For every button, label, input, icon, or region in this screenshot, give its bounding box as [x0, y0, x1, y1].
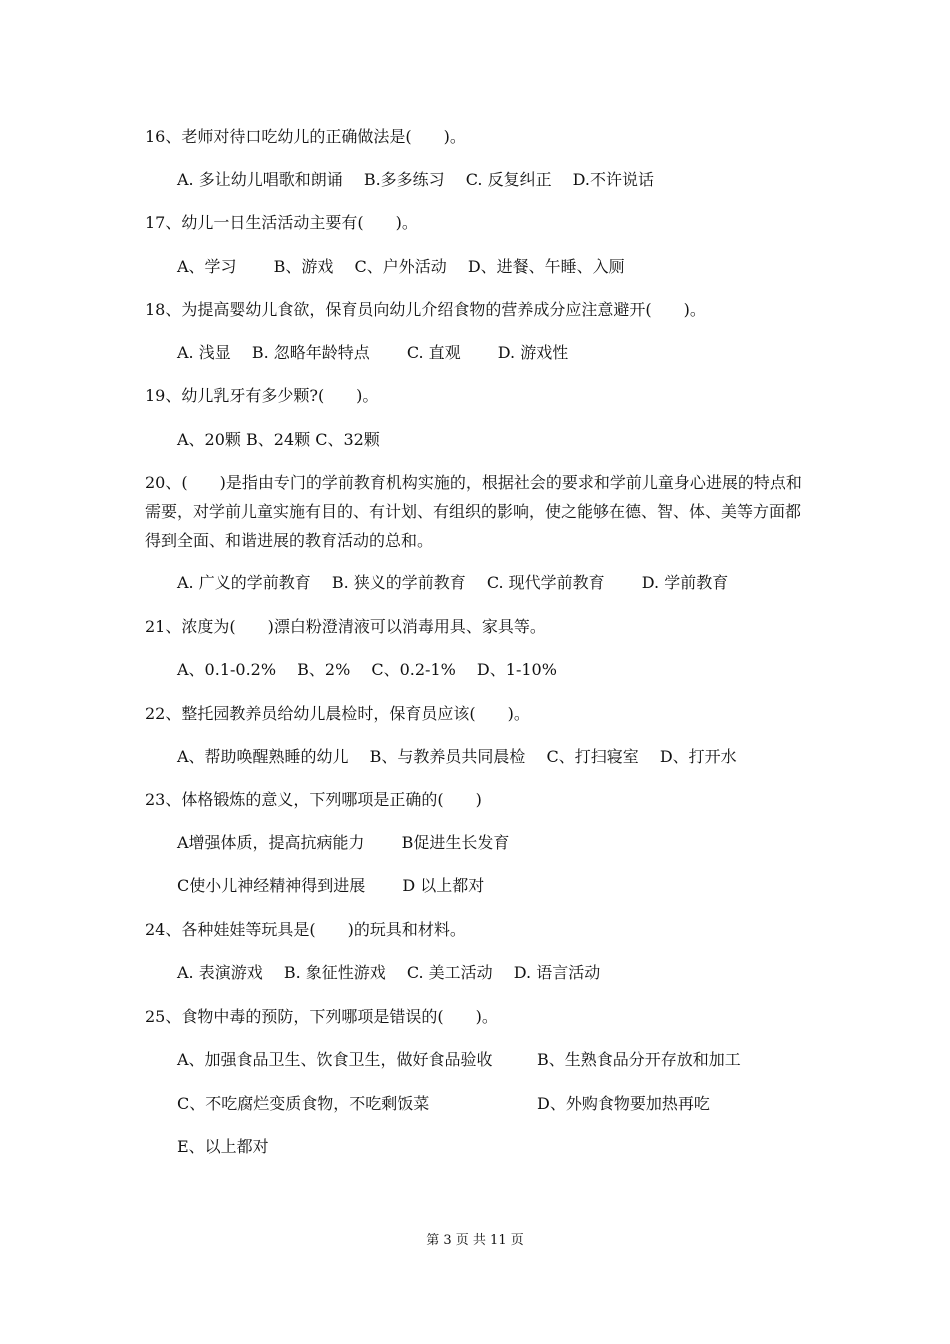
question-23-options-line2: C使小儿神经精神得到进展 D 以上都对 [177, 876, 485, 895]
question-24-options: A. 表演游戏 B. 象征性游戏 C. 美工活动 D. 语言活动 [177, 963, 601, 982]
question-25-option-c: C、不吃腐烂变质食物，不吃剩饭菜 [177, 1094, 430, 1113]
question-22: 22、整托园教养员给幼儿晨检时，保育员应该( )。 [145, 704, 530, 723]
question-18-options: A. 浅显 B. 忽略年龄特点 C. 直观 D. 游戏性 [177, 343, 569, 362]
question-23: 23、体格锻炼的意义，下列哪项是正确的( ) [145, 790, 482, 809]
page-footer: 第 3 页 共 11 页 [426, 1233, 524, 1248]
question-17-options: A、学习 B、游戏 C、户外活动 D、进餐、午睡、入厕 [177, 257, 625, 276]
question-21-options: A、0.1-0.2% B、2% C、0.2-1% D、1-10% [177, 660, 557, 679]
question-24: 24、各种娃娃等玩具是( )的玩具和材料。 [145, 920, 466, 939]
question-25-option-d: D、外购食物要加热再吃 [537, 1094, 710, 1113]
question-17: 17、幼儿一日生活活动主要有( )。 [145, 213, 418, 232]
question-16: 16、老师对待口吃幼儿的正确做法是( )。 [145, 127, 466, 146]
question-25: 25、食物中毒的预防，下列哪项是错误的( )。 [145, 1007, 498, 1026]
question-20: 20、( )是指由专门的学前教育机构实施的，根据社会的要求和学前儿童身心进展的特点和需要，对学前儿童实施有目的、有计划、有组织的影响，使之能够在德、智、体、美等方面都得到全面、和谐进展的教育活动的总和。 [145, 473, 802, 550]
question-20-options: A. 广义的学前教育 B. 狭义的学前教育 C. 现代学前教育 D. 学前教育 [177, 573, 729, 592]
question-19-options: A、20颗 B、24颗 C、32颗 [177, 430, 380, 449]
question-22-options: A、帮助唤醒熟睡的幼儿 B、与教养员共同晨检 C、打扫寝室 D、打开水 [177, 747, 737, 766]
question-23-options-line1: A增强体质，提高抗病能力 B促进生长发育 [177, 833, 510, 852]
question-25-option-e: E、以上都对 [177, 1137, 269, 1156]
question-25-option-b: B、生熟食品分开存放和加工 [537, 1050, 741, 1069]
question-18: 18、为提高婴幼儿食欲，保育员向幼儿介绍食物的营养成分应注意避开( )。 [145, 300, 706, 319]
question-16-options: A. 多让幼儿唱歌和朗诵 B.多多练习 C. 反复纠正 D.不许说话 [177, 170, 655, 189]
question-21: 21、浓度为( )漂白粉澄清液可以消毒用具、家具等。 [145, 617, 546, 636]
question-25-option-a: A、加强食品卫生、饮食卫生，做好食品验收 [177, 1050, 493, 1069]
question-19: 19、幼儿乳牙有多少颗?( )。 [145, 386, 379, 405]
